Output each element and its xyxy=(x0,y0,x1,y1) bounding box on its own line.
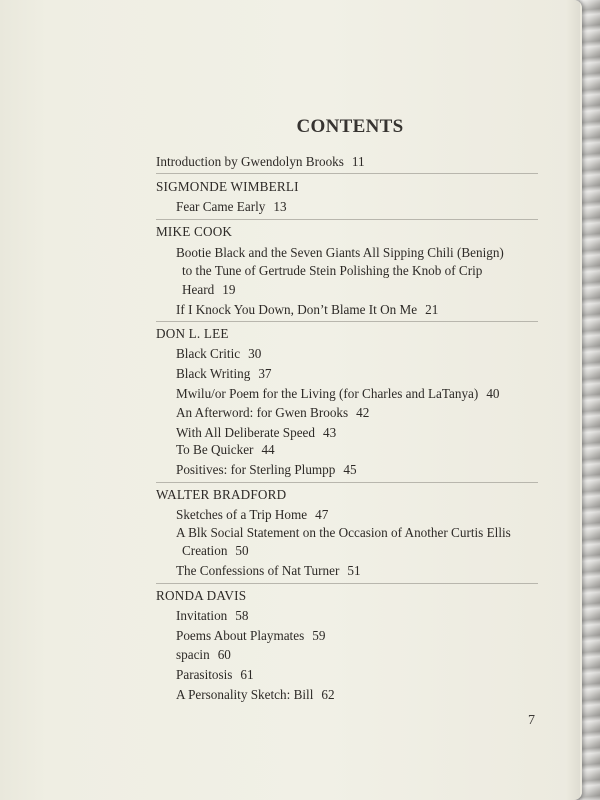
section-divider xyxy=(156,173,538,174)
list-item: Black Writing 37 xyxy=(176,366,272,381)
list-item: Fear Came Early 13 xyxy=(176,199,287,214)
list-item: Bootie Black and the Seven Giants All Sipping Chili (Benign) xyxy=(176,245,504,260)
section-divider xyxy=(156,482,538,483)
list-item: Mwilu/or Poem for the Living (for Charles and LaTanya) 40 xyxy=(176,386,500,401)
section-author: WALTER BRADFORD xyxy=(156,487,287,502)
intro-entry xyxy=(156,153,365,171)
list-item: With All Deliberate Speed 43 xyxy=(176,425,337,440)
list-item: Sketches of a Trip Home 47 xyxy=(176,507,329,522)
section-divider xyxy=(156,219,538,220)
list-item: A Blk Social Statement on the Occasion of Another Curtis Ellis xyxy=(176,525,511,540)
list-item-continued: Heard 19 xyxy=(182,282,236,297)
entry-page: 11 xyxy=(351,154,365,169)
list-item-continued: to the Tune of Gertrude Stein Polishing the Knob of Crip xyxy=(182,263,483,278)
list-item: To Be Quicker 44 xyxy=(176,442,275,457)
section-author: RONDA DAVIS xyxy=(156,588,247,603)
page-title: CONTENTS xyxy=(296,116,404,137)
list-item: Invitation 58 xyxy=(176,608,249,623)
section-divider xyxy=(156,321,538,322)
section-author: SIGMONDE WIMBERLI xyxy=(156,179,299,194)
list-item: Poems About Playmates 59 xyxy=(176,628,326,643)
section-author: MIKE COOK xyxy=(156,224,233,239)
list-item: An Afterword: for Gwen Brooks 42 xyxy=(176,405,370,420)
page-number: 7 xyxy=(528,713,535,728)
section-author: DON L. LEE xyxy=(156,326,229,341)
list-item-continued: Creation 50 xyxy=(182,543,249,558)
list-item: The Confessions of Nat Turner 51 xyxy=(176,563,361,578)
entry-title: Introduction by Gwendolyn Brooks xyxy=(156,154,344,169)
list-item: Positives: for Sterling Plumpp 45 xyxy=(176,462,357,477)
list-item: Black Critic 30 xyxy=(176,346,262,361)
list-item: A Personality Sketch: Bill 62 xyxy=(176,687,335,702)
section-divider xyxy=(156,583,538,584)
list-item: spacin 60 xyxy=(176,647,231,662)
list-item: If I Knock You Down, Don’t Blame It On Me 21 xyxy=(176,302,439,317)
list-item: Parasitosis 61 xyxy=(176,667,254,682)
